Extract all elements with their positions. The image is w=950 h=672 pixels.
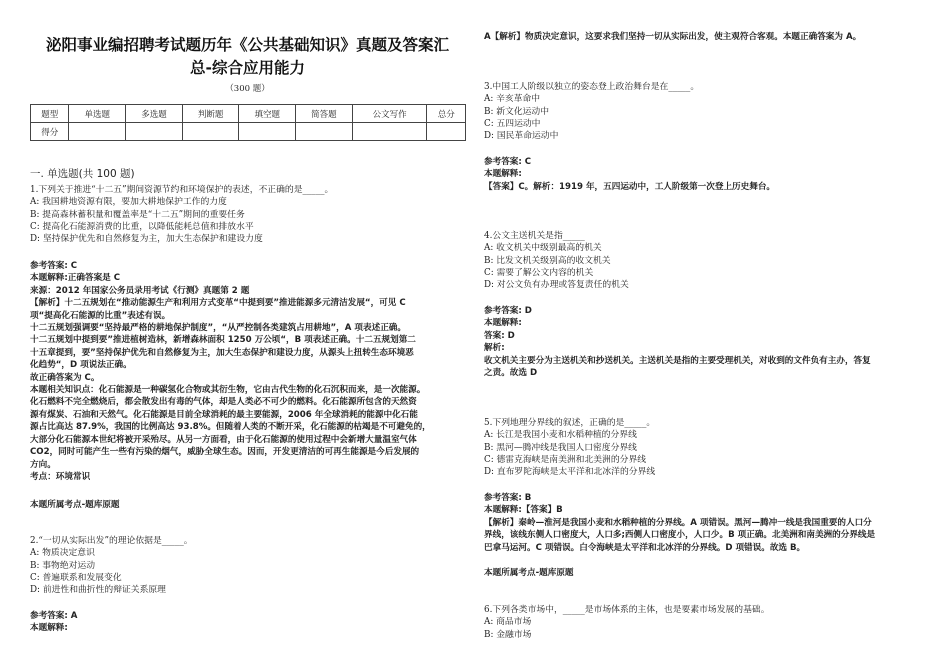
answer-1	[30, 260, 470, 483]
option: D: 国民革命运动中	[484, 131, 559, 142]
answer-5	[484, 492, 924, 554]
question-5	[484, 417, 924, 478]
question-stem: 6.下列各类市场中，_____是市场体系的主体，也是要素市场发展的基础。	[484, 605, 770, 615]
question-stem: 3.中国工人阶级以独立的姿态登上政治舞台是在_____。	[484, 82, 700, 92]
section-title: 一. 单选题(共 100 题)	[30, 168, 135, 180]
explanation-line: 之责。故选 D	[484, 368, 538, 379]
category-5: 本题所属考点-题库原题	[484, 568, 574, 578]
explanation-line: 源占比高达 87.9%，我国的比例高达 93.8%。但随着人类的不断开采，化石能源的枯竭是不可避免的，	[30, 422, 431, 433]
option: B: 新文化运动中	[484, 106, 550, 117]
question-1	[30, 184, 470, 245]
option: C: 提高化石能源消费的比重，以降低能耗总值和排放水平	[30, 221, 254, 232]
title-line-1: 泌阳事业编招聘考试题历年《公共基础知识》真题及答案汇	[45, 36, 449, 54]
score-header-cell: 总分	[427, 105, 466, 123]
explanation-title: 本题解释:	[484, 318, 522, 329]
explanation-line: 故正确答案为 C。	[30, 372, 100, 383]
option: A: 辛亥革命中	[484, 94, 541, 105]
explanation-line: 【答案】C。解析：1919 年，五四运动中，工人阶级第一次登上历史舞台。	[484, 181, 776, 192]
question-count: （300 题）	[225, 84, 270, 94]
option: C: 五四运动中	[484, 118, 541, 129]
option: D: 对公文负有办理或答复责任的机关	[484, 280, 629, 291]
explanation-line: 大部分化石能源本世纪将被开采殆尽。从另一方面看，由于化石能源的使用过程中会新增大量温室气体	[30, 434, 417, 445]
option: B: 金融市场	[484, 629, 532, 640]
explanation-line: 本题相关知识点：化石能源是一种碳氢化合物或其衍生物，它由古代生物的化石沉积而来，是一次能源。	[30, 385, 426, 396]
explanation-line: 项“提高化石能源的比重”表述有误。	[30, 310, 171, 321]
answer-4	[484, 305, 924, 379]
score-header-cell: 题型	[31, 105, 69, 123]
option: C: 普遍联系和发展变化	[30, 572, 122, 583]
question-2	[30, 535, 470, 596]
option: B: 提高森林蓄积量和覆盖率是“十二五”期间的重要任务	[30, 209, 245, 220]
reference-answer: 参考答案: C	[484, 157, 532, 167]
explanation-line: CO2，同时可能产生一些有污染的烟气，威胁全球生态。因而，开发更清洁的可再生能源是今后发展的	[30, 447, 420, 458]
score-cell	[182, 123, 239, 141]
question-3	[484, 81, 924, 142]
answer-3	[484, 156, 924, 193]
score-cell	[239, 123, 296, 141]
reference-answer: 参考答案: B	[484, 493, 532, 503]
reference-answer: 参考答案: D	[484, 306, 532, 316]
option: C: 需要了解公文内容的机关	[484, 267, 594, 278]
explanation-title: 本题解释:	[30, 623, 68, 634]
question-4	[484, 230, 924, 291]
score-table-header-row	[31, 105, 466, 123]
score-header-cell: 判断题	[182, 105, 239, 123]
explanation-line: 【解析】十二五规划在“推动能源生产和利用方式变革“中提到要”推进能源多元清洁发展“，可见 C	[30, 298, 406, 309]
score-header-cell: 多选题	[126, 105, 183, 123]
explanation-line: 源有煤炭、石油和天然气。化石能源是目前全球消耗的最主要能源，2006 年全球消耗的能源中化石能	[30, 409, 418, 420]
question-6	[484, 604, 924, 641]
answer-line: 答案: D	[484, 330, 515, 341]
score-row-label: 得分	[31, 123, 69, 141]
score-table	[30, 104, 466, 141]
explanation-line: 化石燃料不完全燃烧后，都会散发出有毒的气体，却是人类必不可少的燃料。化石能源所包含的天然资	[30, 397, 417, 408]
keypoint-line: 考点：环境常识	[30, 471, 91, 482]
score-cell	[126, 123, 183, 141]
option: C: 德雷克海峡是南美洲和北美洲的分界线	[484, 454, 647, 465]
option: D: 前进性和曲折性的辩证关系原理	[30, 585, 166, 596]
option: B: 比发文机关级别高的收文机关	[484, 255, 611, 266]
explanation-line: 收文机关主要分为主送机关和抄送机关。主送机关是指的主要受理机关，对收到的文件负有主办，答复	[484, 355, 871, 366]
explanation-title: 本题解释:	[484, 169, 522, 180]
explanation-title: 本题解释:正确答案是 C	[30, 273, 121, 284]
explanation-title: 本题解释:【答案】B	[484, 505, 563, 516]
score-cell	[296, 123, 353, 141]
explanation-line: 十五章提到，要”坚持保护优先和自然修复为主，加大生态保护和建设力度，从源头上扭转生态环境恶	[30, 347, 414, 358]
option: B: 事物绝对运动	[30, 560, 96, 571]
question-stem: 4.公文主送机关是指_____	[484, 231, 585, 241]
category-1: 本题所属考点-题库原题	[30, 500, 120, 510]
option: A: 长江是我国小麦和水稻种植的分界线	[484, 430, 637, 441]
analysis-title: 解析:	[484, 343, 505, 354]
question-stem: 2.“一切从实际出发”的理论依据是_____。	[30, 536, 193, 546]
score-header-cell: 单选题	[69, 105, 126, 123]
option: A: 物质决定意识	[30, 548, 95, 559]
reference-answer: 参考答案: C	[30, 261, 78, 271]
score-header-cell: 简答题	[296, 105, 353, 123]
score-header-cell: 公文写作	[352, 105, 427, 123]
score-table-score-row	[31, 123, 466, 141]
source-line: 来源：2012 年国家公务员录用考试《行测》真题第 2 题	[30, 285, 250, 296]
explanation-line: 化趋势“，D 项说法正确。	[30, 360, 132, 371]
title-line-2: 总-综合应用能力	[190, 59, 305, 77]
q2-explanation-continued: A【解析】物质决定意识，这要求我们坚持一切从实际出发，使主观符合客观。本题正确答案为 A。	[484, 32, 862, 42]
question-stem: 1.下列关于推进“十二五”期间资源节约和环境保护的表述，不正确的是_____。	[30, 185, 334, 195]
score-cell	[352, 123, 427, 141]
option: B: 黑河—腾冲线是我国人口密度分界线	[484, 442, 637, 453]
explanation-line: 【解析】秦岭—淮河是我国小麦和水稻种植的分界线。A 项错误。黑河—腾冲一线是我国重要的人口分	[484, 517, 872, 528]
question-stem: 5.下列地理分界线的叙述，正确的是_____。	[484, 418, 656, 428]
explanation-line: 巴拿马运河。C 项错误。白令海峡是太平洋和北冰洋的分界线。D 项错误。故选 B。	[484, 542, 806, 553]
explanation-line: 界线，该线东侧人口密度大，人口多;西侧人口密度小，人口少。B 项正确。北美洲和南美洲的分界线是	[484, 530, 876, 541]
score-cell	[69, 123, 126, 141]
document-title	[30, 34, 465, 80]
option: A: 我国耕地资源有限，要加大耕地保护工作的力度	[30, 197, 227, 208]
explanation-line: 十二五规划强调要“坚持最严格的耕地保护制度”，“从严控制各类建筑占用耕地”，A 项表述正确。	[30, 323, 406, 334]
option: A: 收文机关中级别最高的机关	[484, 243, 602, 254]
score-header-cell: 填空题	[239, 105, 296, 123]
option: A: 商品市场	[484, 617, 532, 628]
option: D: 坚持保护优先和自然修复为主，加大生态保护和建设力度	[30, 234, 263, 245]
answer-2	[30, 610, 470, 635]
explanation-line: 十二五规划中提到要”推进植树造林，新增森林面积 1250 万公顷“，B 项表述正确。十二五规划第二	[30, 335, 416, 346]
explanation-line: 方向。	[30, 459, 56, 470]
option: D: 直布罗陀海峡是太平洋和北冰洋的分界线	[484, 467, 656, 478]
score-cell	[427, 123, 466, 141]
reference-answer: 参考答案: A	[30, 611, 78, 621]
